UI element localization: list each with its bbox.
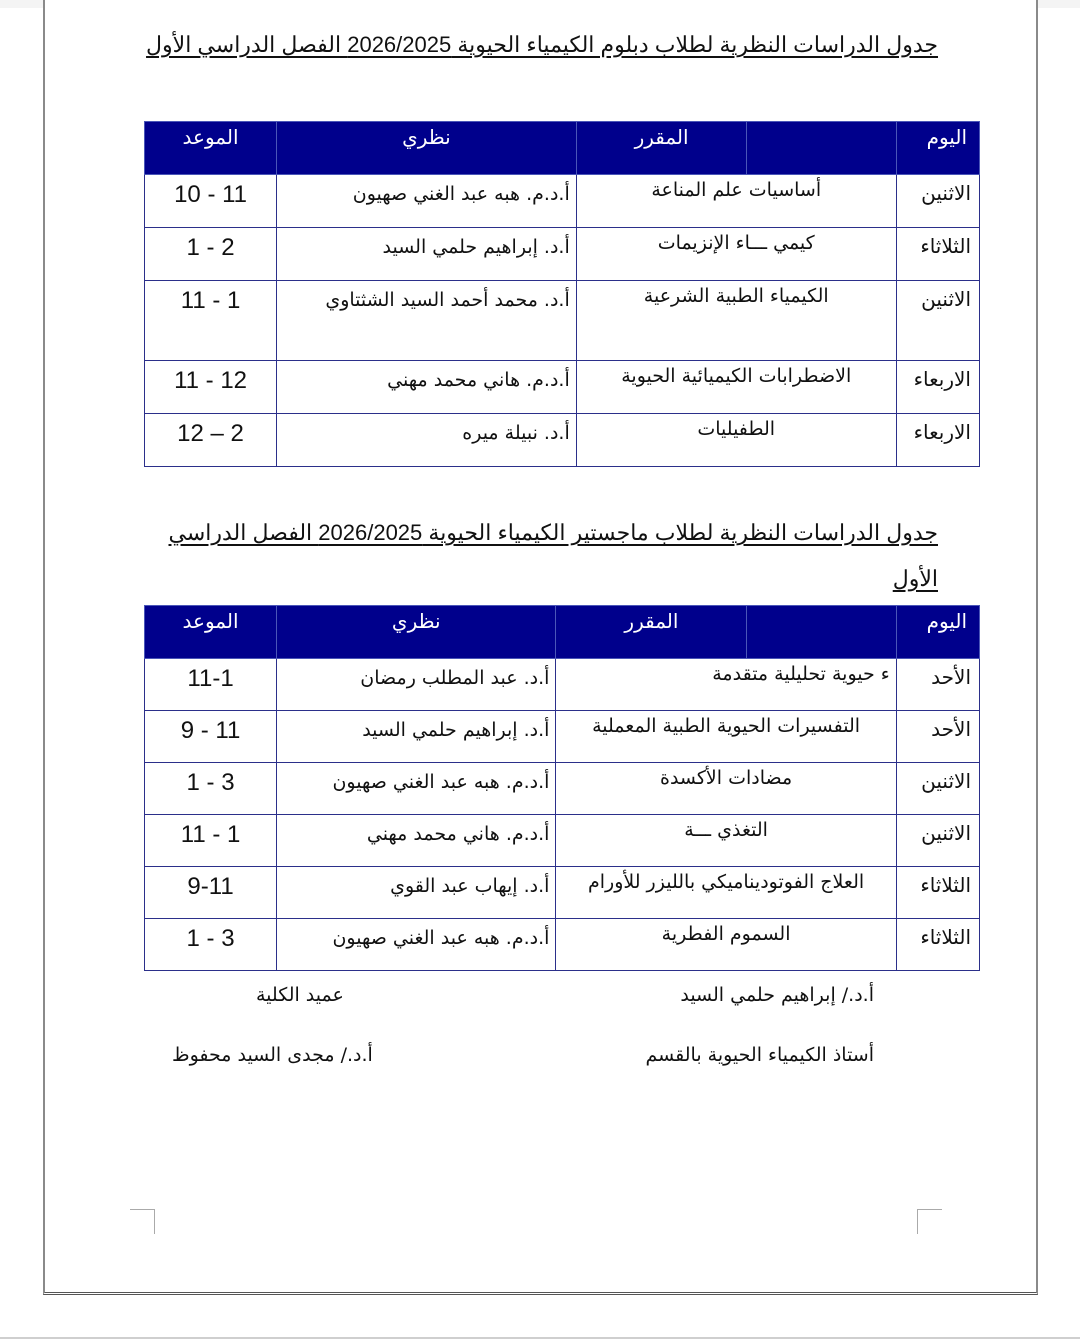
dean-name: أ.د./ مجدى السيد محفوظ bbox=[172, 1044, 373, 1066]
time-cell: 1 - 3 bbox=[145, 763, 277, 815]
table-row bbox=[145, 711, 980, 763]
day-cell: الثلاثاء bbox=[896, 228, 979, 281]
day-cell: الثلاثاء bbox=[896, 867, 979, 919]
instructor-cell: أ.د. إبراهيم حلمي السيد bbox=[277, 228, 577, 281]
table-row bbox=[145, 763, 980, 815]
diploma-schedule-title: جدول الدراسات النظرية لطلاب دبلوم الكيمياء الحيوية 2026/2025 الفصل الدراسي الأول bbox=[146, 32, 938, 57]
instructor-cell: أ.د.م. هبه عبد الغني صهيون bbox=[277, 919, 556, 971]
course-cell: مضادات الأكسدة bbox=[556, 763, 896, 815]
table-header-row bbox=[145, 122, 980, 175]
day-cell: الاثنين bbox=[896, 763, 979, 815]
course-cell: الطفيليات bbox=[576, 414, 896, 467]
time-cell: 11-1 bbox=[145, 659, 277, 711]
table-row bbox=[145, 361, 980, 414]
day-cell: الاربعاء bbox=[896, 414, 979, 467]
table-row bbox=[145, 659, 980, 711]
course-cell: الكيمياء الطبية الشرعية bbox=[576, 281, 896, 361]
instructor-cell: أ.د. محمد أحمد السيد الشثتاوي bbox=[277, 281, 577, 361]
course-cell: الاضطرابات الكيميائية الحيوية bbox=[576, 361, 896, 414]
course-cell: العلاج الفوتوديناميكي بالليزر للأورام bbox=[556, 867, 896, 919]
header-instructor: نظري bbox=[277, 122, 577, 175]
time-cell: 12 – 2 bbox=[145, 414, 277, 467]
masters-schedule-table bbox=[144, 605, 980, 971]
instructor-cell: أ.د.م. هاني محمد مهني bbox=[277, 361, 577, 414]
time-cell: 11 - 1 bbox=[145, 815, 277, 867]
table-row bbox=[145, 414, 980, 467]
time-cell: 11 - 12 bbox=[145, 361, 277, 414]
instructor-cell: أ.د. إيهاب عبد القوي bbox=[277, 867, 556, 919]
time-cell: 1 - 3 bbox=[145, 919, 277, 971]
instructor-cell: أ.د. إبراهيم حلمي السيد bbox=[277, 711, 556, 763]
course-cell: أساسيات علم المناعة bbox=[576, 175, 896, 228]
header-day: اليوم bbox=[896, 606, 979, 659]
day-cell: الأحد bbox=[896, 659, 979, 711]
table-row bbox=[145, 281, 980, 361]
page-corner-mark-left bbox=[130, 1209, 155, 1234]
table-row bbox=[145, 815, 980, 867]
table-row bbox=[145, 867, 980, 919]
instructor-cell: أ.د. عبد المطلب رمضان bbox=[277, 659, 556, 711]
course-cell: التغذي ـــة bbox=[556, 815, 896, 867]
time-cell: 1 - 2 bbox=[145, 228, 277, 281]
time-cell: 11 - 1 bbox=[145, 281, 277, 361]
day-cell: الاثنين bbox=[896, 815, 979, 867]
header-time: الموعد bbox=[145, 606, 277, 659]
diploma-schedule-table bbox=[144, 121, 980, 467]
course-cell: السموم الفطرية bbox=[556, 919, 896, 971]
header-day: اليوم bbox=[896, 122, 979, 175]
instructor-cell: أ.د.م. هبه عبد الغني صهيون bbox=[277, 763, 556, 815]
course-cell: كيمي ـــاء الإنزيمات bbox=[576, 228, 896, 281]
day-cell: الاثنين bbox=[896, 281, 979, 361]
course-cell: ء حيوية تحليلية متقدمة bbox=[556, 659, 896, 711]
department-head-title: أستاذ الكيمياء الحيوية بالقسم bbox=[645, 1044, 874, 1066]
time-cell: 9 - 11 bbox=[145, 711, 277, 763]
day-cell: الأحد bbox=[896, 711, 979, 763]
table-row bbox=[145, 228, 980, 281]
page-corner-mark-right bbox=[917, 1209, 942, 1234]
time-cell: 10 - 11 bbox=[145, 175, 277, 228]
header-course: المقرر bbox=[556, 606, 747, 659]
table-row bbox=[145, 919, 980, 971]
dean-title: عميد الكلية bbox=[256, 984, 344, 1006]
header-time: الموعد bbox=[145, 122, 277, 175]
masters-schedule-title: جدول الدراسات النظرية لطلاب ماجستير الكيمياء الحيوية 2026/2025 الفصل الدراسي الأول bbox=[168, 520, 938, 591]
table-header-row bbox=[145, 606, 980, 659]
course-cell: التفسيرات الحيوية الطبية المعملية bbox=[556, 711, 896, 763]
instructor-cell: أ.د.م. هاني محمد مهني bbox=[277, 815, 556, 867]
time-cell: 9-11 bbox=[145, 867, 277, 919]
header-course-spacer bbox=[747, 606, 896, 659]
day-cell: الاثنين bbox=[896, 175, 979, 228]
header-course: المقرر bbox=[576, 122, 747, 175]
department-head-name: أ.د./ إبراهيم حلمي السيد bbox=[680, 984, 874, 1006]
header-course-spacer bbox=[747, 122, 896, 175]
header-instructor: نظري bbox=[277, 606, 556, 659]
instructor-cell: أ.د. نبيلة ميره bbox=[277, 414, 577, 467]
day-cell: الثلاثاء bbox=[896, 919, 979, 971]
table-row bbox=[145, 175, 980, 228]
day-cell: الاربعاء bbox=[896, 361, 979, 414]
instructor-cell: أ.د.م. هبه عبد الغني صهيون bbox=[277, 175, 577, 228]
